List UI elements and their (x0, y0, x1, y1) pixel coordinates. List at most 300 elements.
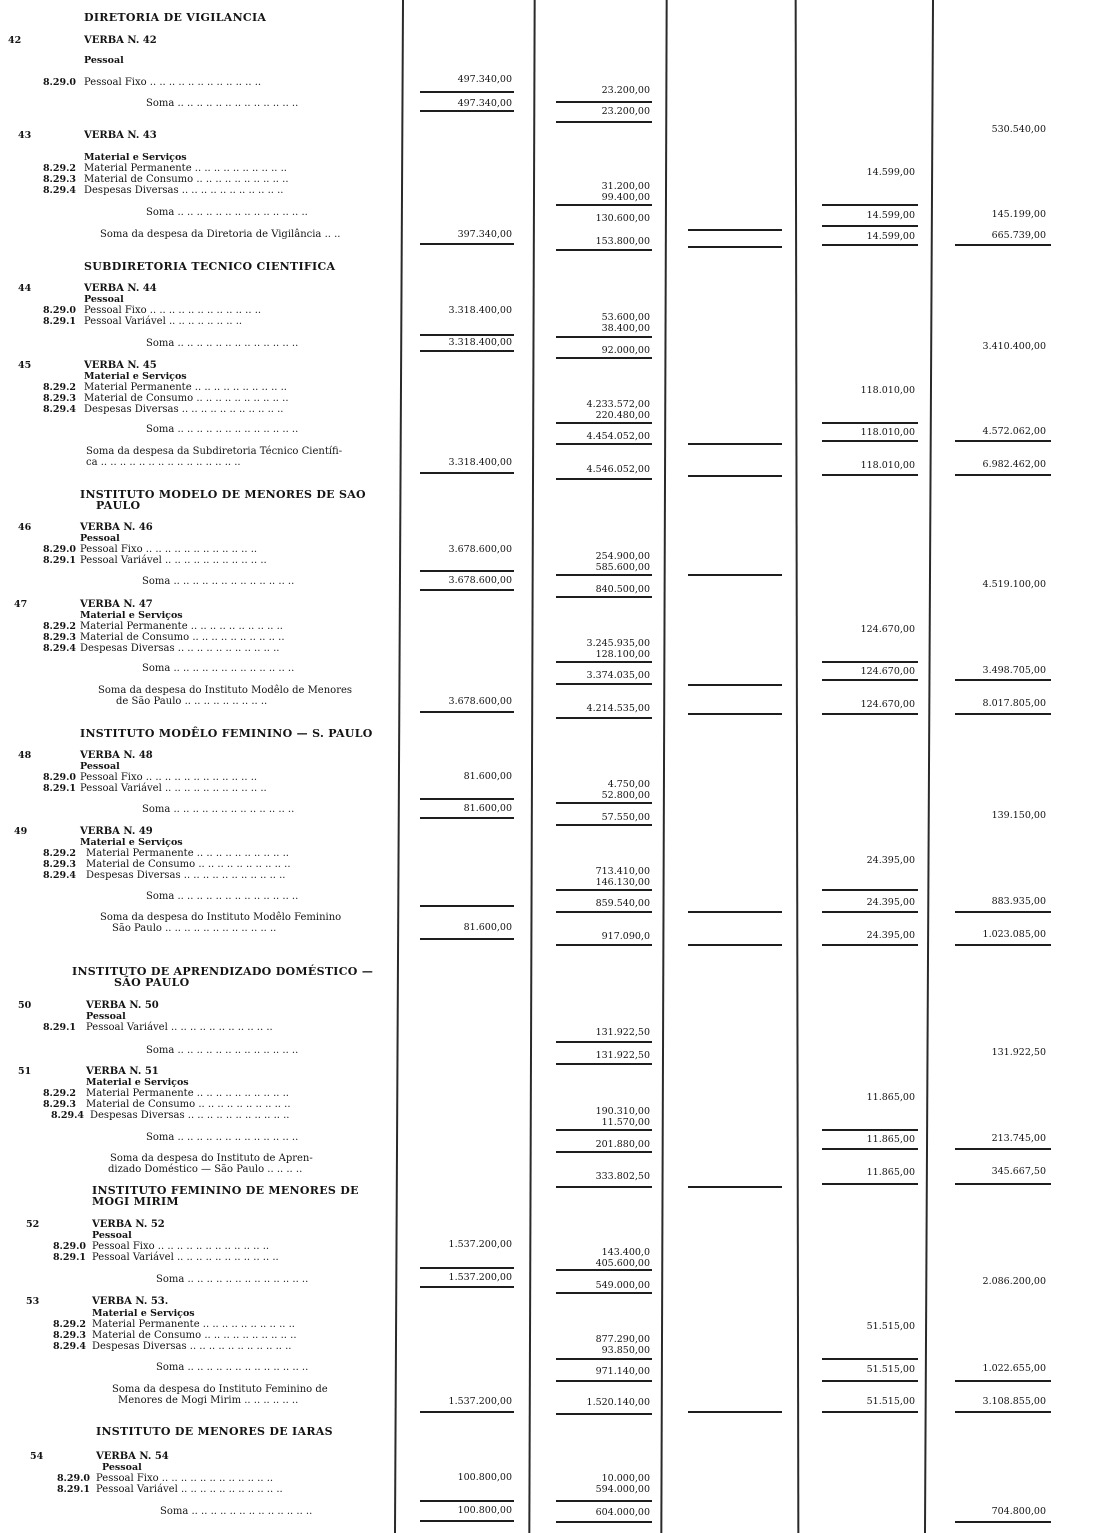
sum-rule (556, 1041, 652, 1043)
soma-label: Soma .. .. .. .. .. .. .. .. .. .. .. .. .. .. (146, 207, 308, 218)
sum-rule (955, 944, 1051, 946)
soma-label: Soma .. .. .. .. .. .. .. .. .. .. .. .. .. (142, 804, 295, 815)
amount-col2: 254.900,00 (595, 551, 650, 562)
verba-number: 50 (18, 1000, 32, 1011)
item-label: Pessoal Variável .. .. .. .. .. .. .. .. .. .. .. (80, 783, 267, 794)
amount-col5: 4.519.100,00 (982, 579, 1046, 590)
sum-rule (556, 1129, 652, 1131)
sum-rule (420, 334, 514, 336)
soma-label: Soma .. .. .. .. .. .. .. .. .. .. .. .. .. (142, 663, 295, 674)
amount-col2: 38.400,00 (601, 323, 650, 334)
sum-rule (688, 1186, 782, 1188)
item-code: 8.29.4 (42, 870, 76, 881)
sum-rule (556, 596, 652, 598)
sum-rule (955, 1148, 1051, 1150)
sum-rule (556, 824, 652, 826)
sum-rule (955, 911, 1051, 913)
sum-rule (420, 938, 514, 940)
verba-number: 49 (14, 826, 28, 837)
soma-col5: 213.745,00 (991, 1133, 1046, 1144)
item-code: 8.29.0 (42, 772, 76, 783)
sum-rule (556, 1521, 652, 1523)
sum-rule (556, 1269, 652, 1271)
sum-rule (420, 817, 514, 819)
section-title: DIRETORIA DE VIGILANCIA (84, 11, 267, 24)
soma-col5: 883.935,00 (991, 896, 1046, 907)
soma-col1: 1.537.200,00 (448, 1272, 512, 1283)
verba-subheading: Pessoal (80, 533, 120, 544)
sum-rule (556, 1063, 652, 1065)
amount-col2: 52.800,00 (601, 790, 650, 801)
sum-rule (955, 1183, 1051, 1185)
soma-col2: 971.140,00 (595, 1366, 650, 1377)
verba-heading: VERBA N. 51 (86, 1066, 159, 1077)
amount-col2: 585.600,00 (595, 562, 650, 573)
verba-subheading: Material e Serviços (92, 1308, 195, 1319)
total-col2: 1.520.140,00 (586, 1397, 650, 1408)
sum-rule (688, 713, 782, 715)
amount-col4: 118.010,00 (860, 385, 915, 396)
sum-rule (556, 1358, 652, 1360)
item-code: 8.29.4 (42, 643, 76, 654)
sum-rule (420, 1500, 514, 1502)
verba-subheading: Material e Serviços (80, 837, 183, 848)
verba-number: 42 (8, 35, 22, 46)
total-col4: 24.395,00 (866, 930, 915, 941)
sum-rule (822, 1411, 918, 1413)
amount-col4: 11.865,00 (866, 1092, 915, 1103)
amount-col5: 3.410.400,00 (982, 341, 1046, 352)
item-label: Pessoal Fixo .. .. .. .. .. .. .. .. .. .. .. .. (80, 544, 258, 555)
item-label: Despesas Diversas .. .. .. .. .. .. .. .. .. .. .. (80, 643, 280, 654)
sum-rule (688, 684, 782, 686)
sum-rule (955, 474, 1051, 476)
sum-rule (420, 1286, 514, 1288)
section-title: INSTITUTO MODÊLO FEMININO — S. PAULO (80, 727, 373, 740)
verba-subheading: Pessoal (80, 761, 120, 772)
sum-rule (688, 475, 782, 477)
column-divider (660, 0, 667, 1533)
section-total-label: ca .. .. .. .. .. .. .. .. .. .. .. .. .. .. .. (86, 457, 241, 468)
section-total-label: Soma da despesa do Instituto Modêlo Feminino (100, 912, 342, 923)
item-label: Despesas Diversas .. .. .. .. .. .. .. .. .. .. .. (86, 870, 286, 881)
sum-rule (420, 110, 514, 112)
verba-heading: VERBA N. 50 (86, 1000, 159, 1011)
item-label: Material Permanente .. .. .. .. .. .. .. .. .. .. (84, 163, 287, 174)
soma-col4: 51.515,00 (866, 1364, 915, 1375)
verba-subheading: Pessoal (86, 1011, 126, 1022)
verba-heading: VERBA N. 49 (80, 826, 153, 837)
sum-rule (955, 1521, 1051, 1523)
section-total-label: dizado Doméstico — São Paulo .. .. .. .. (108, 1164, 303, 1175)
item-label: Pessoal Variável .. .. .. .. .. .. .. .. .. .. .. (80, 555, 267, 566)
sum-rule (556, 249, 652, 251)
amount-col2: 99.400,00 (601, 192, 650, 203)
item-label: Material de Consumo .. .. .. .. .. .. .. .. .. .. (84, 174, 289, 185)
sum-rule (955, 1380, 1051, 1382)
item-code: 8.29.2 (42, 163, 76, 174)
section-title: SÃO PAULO (114, 976, 190, 989)
section-total-label: Soma da despesa do Instituto Feminino de (112, 1384, 328, 1395)
total-col1: 81.600,00 (463, 922, 512, 933)
amount-col4: 14.599,00 (866, 167, 915, 178)
amount-col2: 53.600,00 (601, 312, 650, 323)
sum-rule (688, 246, 782, 248)
soma-col2: 23.200,00 (601, 106, 650, 117)
total-col4: 118.010,00 (860, 460, 915, 471)
item-code: 8.29.3 (42, 174, 76, 185)
amount-col1: 3.318.400,00 (448, 305, 512, 316)
sum-rule (556, 101, 652, 103)
sum-rule (688, 443, 782, 445)
soma-col5: 145.199,00 (991, 209, 1046, 220)
verba-subheading: Material e Serviços (84, 152, 187, 163)
amount-col1: 100.800,00 (457, 1472, 512, 1483)
section-total-label: Soma da despesa da Diretoria de Vigilância .. .. (100, 229, 341, 240)
verba-heading: VERBA N. 46 (80, 522, 153, 533)
total-col5: 8.017.805,00 (982, 698, 1046, 709)
soma-col5: 4.572.062,00 (982, 426, 1046, 437)
item-code: 8.29.1 (42, 316, 76, 327)
verba-heading: VERBA N. 43 (84, 130, 157, 141)
amount-col2: 4.233.572,00 (586, 399, 650, 410)
verba-subheading: Pessoal (102, 1462, 142, 1473)
item-label: Material Permanente .. .. .. .. .. .. .. .. .. .. (86, 848, 289, 859)
sum-rule (688, 574, 782, 576)
item-label: Material de Consumo .. .. .. .. .. .. .. .. .. .. (80, 632, 285, 643)
soma-label: Soma .. .. .. .. .. .. .. .. .. .. .. .. .. (156, 1362, 309, 1373)
amount-col4: 124.670,00 (860, 624, 915, 635)
soma-col1: 3.678.600,00 (448, 575, 512, 586)
soma-col1: 3.318.400,00 (448, 337, 512, 348)
soma-label: Soma .. .. .. .. .. .. .. .. .. .. .. .. .. (146, 1132, 299, 1143)
total-col2: 4.546.052,00 (586, 464, 650, 475)
total-col2: 4.214.535,00 (586, 703, 650, 714)
amount-col1: 1.537.200,00 (448, 1239, 512, 1250)
section-total-label: Soma da despesa do Instituto de Apren- (110, 1153, 313, 1164)
verba-subheading: Material e Serviços (80, 610, 183, 621)
soma-col1: 81.600,00 (463, 803, 512, 814)
sum-rule (822, 440, 918, 442)
total-col2: 333.802,50 (595, 1171, 650, 1182)
amount-col5: 704.800,00 (991, 1506, 1046, 1517)
verba-number: 44 (18, 283, 32, 294)
amount-col2: 405.600,00 (595, 1258, 650, 1269)
total-col5: 3.108.855,00 (982, 1396, 1046, 1407)
verba-heading: VERBA N. 45 (84, 360, 157, 371)
amount-col1: 81.600,00 (463, 771, 512, 782)
verba-heading: VERBA N. 44 (84, 283, 157, 294)
amount-col2: 594.000,00 (595, 1484, 650, 1495)
column-divider (795, 0, 800, 1533)
sum-rule (420, 1267, 514, 1269)
sum-rule (822, 474, 918, 476)
section-title: INSTITUTO FEMININO DE MENORES DE (92, 1184, 359, 1197)
verba-subheading: Pessoal (84, 294, 124, 305)
item-code: 8.29.3 (52, 1330, 86, 1341)
item-label: Pessoal Fixo .. .. .. .. .. .. .. .. .. .. .. .. (96, 1473, 274, 1484)
item-code: 8.29.3 (42, 859, 76, 870)
item-label: Material Permanente .. .. .. .. .. .. .. .. .. .. (86, 1088, 289, 1099)
amount-col4: 51.515,00 (866, 1321, 915, 1332)
verba-number: 52 (26, 1219, 40, 1230)
item-label: Pessoal Variável .. .. .. .. .. .. .. .. .. .. .. (92, 1252, 279, 1263)
sum-rule (688, 229, 782, 231)
item-label: Material de Consumo .. .. .. .. .. .. .. .. .. .. (92, 1330, 297, 1341)
verba-number: 54 (30, 1451, 44, 1462)
sum-rule (556, 944, 652, 946)
soma-col2: 840.500,00 (595, 584, 650, 595)
amount-col2: 11.570,00 (601, 1117, 650, 1128)
item-code: 8.29.2 (42, 1088, 76, 1099)
verba-heading: VERBA N. 53. (92, 1296, 169, 1307)
amount-col2: 143.400,0 (601, 1247, 650, 1258)
sum-rule (822, 944, 918, 946)
sum-rule (420, 798, 514, 800)
item-code: 8.29.0 (42, 77, 76, 88)
soma-label: Soma .. .. .. .. .. .. .. .. .. .. .. .. .. (146, 424, 299, 435)
sum-rule (556, 574, 652, 576)
soma-col4: 11.865,00 (866, 1134, 915, 1145)
amount-col5: 131.922,50 (991, 1047, 1046, 1058)
item-code: 8.29.1 (42, 1022, 76, 1033)
sum-rule (556, 661, 652, 663)
sum-rule (822, 1183, 918, 1185)
verba-subheading: Material e Serviços (84, 371, 187, 382)
soma-label: Soma .. .. .. .. .. .. .. .. .. .. .. .. .. (146, 891, 299, 902)
total-col4: 14.599,00 (866, 231, 915, 242)
sum-rule (420, 350, 514, 352)
item-label: Material Permanente .. .. .. .. .. .. .. .. .. .. (80, 621, 283, 632)
sum-rule (822, 661, 918, 663)
soma-col2: 3.374.035,00 (586, 670, 650, 681)
sum-rule (420, 472, 514, 474)
item-label: Despesas Diversas .. .. .. .. .. .. .. .. .. .. .. (90, 1110, 290, 1121)
sum-rule (688, 1411, 782, 1413)
sum-rule (420, 1411, 514, 1413)
sum-rule (420, 589, 514, 591)
amount-col5: 530.540,00 (991, 124, 1046, 135)
sum-rule (688, 911, 782, 913)
sum-rule (556, 717, 652, 719)
sum-rule (420, 243, 514, 245)
item-code: 8.29.3 (42, 1099, 76, 1110)
sum-rule (955, 713, 1051, 715)
verba-number: 47 (14, 599, 28, 610)
total-col1: 397.340,00 (457, 229, 512, 240)
soma-col5: 1.022.655,00 (982, 1363, 1046, 1374)
sum-rule (556, 357, 652, 359)
sum-rule (556, 1151, 652, 1153)
item-label: Despesas Diversas .. .. .. .. .. .. .. .. .. .. .. (84, 404, 284, 415)
column-divider (528, 0, 535, 1533)
total-col4: 11.865,00 (866, 1167, 915, 1178)
amount-col2: 31.200,00 (601, 181, 650, 192)
item-code: 8.29.0 (42, 544, 76, 555)
soma-col2: 201.880,00 (595, 1139, 650, 1150)
sum-rule (420, 905, 514, 907)
section-title: INSTITUTO DE APRENDIZADO DOMÉSTICO — (72, 965, 374, 978)
soma-col2: 549.000,00 (595, 1280, 650, 1291)
soma-col5: 3.498.705,00 (982, 665, 1046, 676)
sum-rule (955, 1411, 1051, 1413)
soma-col2: 604.000,00 (595, 1507, 650, 1518)
item-code: 8.29.0 (56, 1473, 90, 1484)
item-code: 8.29.3 (42, 393, 76, 404)
sum-rule (688, 944, 782, 946)
verba-subheading: Pessoal (84, 55, 124, 66)
sum-rule (556, 1186, 652, 1188)
item-code: 8.29.4 (42, 404, 76, 415)
sum-rule (556, 889, 652, 891)
soma-col2: 92.000,00 (601, 345, 650, 356)
sum-rule (420, 711, 514, 713)
soma-col2: 57.550,00 (601, 812, 650, 823)
sum-rule (822, 422, 918, 424)
sum-rule (420, 91, 514, 93)
amount-col2: 146.130,00 (595, 877, 650, 888)
verba-number: 46 (18, 522, 32, 533)
item-label: Pessoal Variável .. .. .. .. .. .. .. .. .. .. .. (96, 1484, 283, 1495)
sum-rule (556, 1292, 652, 1294)
item-code: 8.29.4 (42, 185, 76, 196)
section-title: INSTITUTO DE MENORES DE IARAS (96, 1425, 333, 1438)
sum-rule (556, 1500, 652, 1502)
soma-label: Soma .. .. .. .. .. .. .. .. .. .. .. .. .. (156, 1274, 309, 1285)
total-col1: 3.678.600,00 (448, 696, 512, 707)
section-total-label: Soma da despesa do Instituto Modêlo de Menores (98, 685, 353, 696)
item-label: Pessoal Fixo .. .. .. .. .. .. .. .. .. .. .. .. (80, 772, 258, 783)
verba-heading: VERBA N. 48 (80, 750, 153, 761)
item-label: Pessoal Fixo .. .. .. .. .. .. .. .. .. .. .. .. (84, 305, 262, 316)
sum-rule (556, 683, 652, 685)
item-code: 8.29.1 (42, 555, 76, 566)
item-label: Material de Consumo .. .. .. .. .. .. .. .. .. .. (84, 393, 289, 404)
item-label: Despesas Diversas .. .. .. .. .. .. .. .. .. .. .. (92, 1341, 292, 1352)
item-label: Despesas Diversas .. .. .. .. .. .. .. .. .. .. .. (84, 185, 284, 196)
item-code: 8.29.0 (42, 305, 76, 316)
total-col5: 1.023.085,00 (982, 929, 1046, 940)
amount-col2: 10.000,00 (601, 1473, 650, 1484)
amount-col2: 23.200,00 (601, 85, 650, 96)
amount-col2: 93.850,00 (601, 1345, 650, 1356)
sum-rule (822, 225, 918, 227)
soma-col4: 24.395,00 (866, 897, 915, 908)
verba-number: 48 (18, 750, 32, 761)
item-label: Material de Consumo .. .. .. .. .. .. .. .. .. .. (86, 1099, 291, 1110)
verba-number: 51 (18, 1066, 32, 1077)
sum-rule (822, 204, 918, 206)
amount-col2: 713.410,00 (595, 866, 650, 877)
verba-number: 45 (18, 360, 32, 371)
amount-col4: 24.395,00 (866, 855, 915, 866)
sum-rule (822, 1129, 918, 1131)
sum-rule (556, 204, 652, 206)
total-col4: 124.670,00 (860, 699, 915, 710)
soma-label: Soma .. .. .. .. .. .. .. .. .. .. .. .. .. (160, 1506, 313, 1517)
sum-rule (556, 336, 652, 338)
section-total-label: Soma da despesa da Subdiretoria Técnico Científi- (86, 446, 343, 457)
soma-col2: 859.540,00 (595, 898, 650, 909)
sum-rule (822, 679, 918, 681)
amount-col2: 190.310,00 (595, 1106, 650, 1117)
sum-rule (420, 1520, 514, 1522)
soma-col1: 100.800,00 (457, 1505, 512, 1516)
sum-rule (556, 1413, 652, 1415)
item-code: 8.29.1 (52, 1252, 86, 1263)
amount-col1: 497.340,00 (457, 74, 512, 85)
sum-rule (822, 1358, 918, 1360)
sum-rule (822, 889, 918, 891)
sum-rule (822, 911, 918, 913)
total-col4: 51.515,00 (866, 1396, 915, 1407)
soma-label: Soma .. .. .. .. .. .. .. .. .. .. .. .. .. (146, 98, 299, 109)
soma-col4: 124.670,00 (860, 666, 915, 677)
item-label: Pessoal Fixo .. .. .. .. .. .. .. .. .. .. .. .. (84, 77, 262, 88)
verba-heading: VERBA N. 52 (92, 1219, 165, 1230)
total-col2: 153.800,00 (595, 236, 650, 247)
verba-subheading: Pessoal (92, 1230, 132, 1241)
soma-col2: 130.600,00 (595, 213, 650, 224)
soma-col2: 131.922,50 (595, 1050, 650, 1061)
item-code: 8.29.4 (52, 1341, 86, 1352)
soma-label: Soma .. .. .. .. .. .. .. .. .. .. .. .. .. (146, 1045, 299, 1056)
total-col1: 1.537.200,00 (448, 1396, 512, 1407)
verba-heading: VERBA N. 54 (96, 1451, 169, 1462)
verba-heading: VERBA N. 47 (80, 599, 153, 610)
verba-number: 53 (26, 1296, 40, 1307)
amount-col2: 4.750,00 (607, 779, 650, 790)
item-label: Pessoal Fixo .. .. .. .. .. .. .. .. .. .. .. .. (92, 1241, 270, 1252)
sum-rule (556, 422, 652, 424)
item-label: Pessoal Variável .. .. .. .. .. .. .. .. (84, 316, 243, 327)
sum-rule (955, 244, 1051, 246)
item-code: 8.29.2 (42, 848, 76, 859)
amount-col2: 877.290,00 (595, 1334, 650, 1345)
section-total-label: de São Paulo .. .. .. .. .. .. .. .. .. (116, 696, 268, 707)
item-label: Pessoal Variável .. .. .. .. .. .. .. .. .. .. .. (86, 1022, 273, 1033)
section-title: PAULO (96, 499, 141, 512)
sum-rule (955, 679, 1051, 681)
sum-rule (556, 121, 652, 123)
soma-col2: 4.454.052,00 (586, 431, 650, 442)
soma-label: Soma .. .. .. .. .. .. .. .. .. .. .. .. .. (146, 338, 299, 349)
soma-col1: 497.340,00 (457, 98, 512, 109)
section-title: MOGI MIRIM (92, 1195, 179, 1208)
item-code: 8.29.4 (50, 1110, 84, 1121)
total-col5: 6.982.462,00 (982, 459, 1046, 470)
item-label: Material de Consumo .. .. .. .. .. .. .. .. .. .. (86, 859, 291, 870)
section-title: INSTITUTO MODELO DE MENORES DE SAO (80, 488, 366, 501)
sum-rule (556, 443, 652, 445)
sum-rule (822, 244, 918, 246)
total-col1: 3.318.400,00 (448, 457, 512, 468)
sum-rule (822, 713, 918, 715)
sum-rule (556, 478, 652, 480)
soma-col4: 14.599,00 (866, 210, 915, 221)
item-code: 8.29.0 (52, 1241, 86, 1252)
sum-rule (955, 440, 1051, 442)
verba-heading: VERBA N. 42 (84, 35, 157, 46)
sum-rule (556, 1380, 652, 1382)
amount-col2: 3.245.935,00 (586, 638, 650, 649)
amount-col5: 139.150,00 (991, 810, 1046, 821)
section-total-label: São Paulo .. .. .. .. .. .. .. .. .. .. .. .. (112, 923, 277, 934)
sum-rule (420, 570, 514, 572)
total-col5: 665.739,00 (991, 230, 1046, 241)
item-code: 8.29.2 (52, 1319, 86, 1330)
amount-col1: 3.678.600,00 (448, 544, 512, 555)
